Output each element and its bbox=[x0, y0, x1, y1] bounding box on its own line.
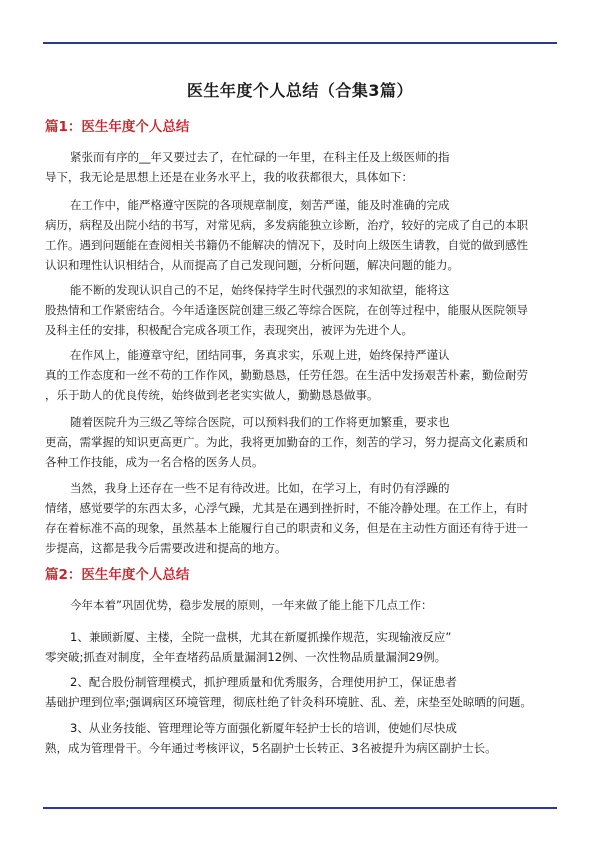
paragraph-line: 当然，我身上还存在一些不足有待改进。比如，在学习上，有时仍有浮躁的 bbox=[70, 481, 450, 495]
section-2-paragraph-3 bbox=[45, 672, 555, 712]
paragraph-line: 工作。遇到问题能在查阅相关书籍仍不能解决的情况下，及时向上级医生请教，自觉的做到感性 bbox=[45, 238, 528, 252]
section-2-heading: 篇2：医生年度个人总结 bbox=[45, 567, 190, 583]
paragraph-line: 1、兼顾新厦、主楼，全院一盘棋，尤其在新厦抓操作规范，实现输液反应” bbox=[70, 630, 452, 644]
section-2-paragraph-1 bbox=[45, 595, 555, 615]
paragraph-line: 能不断的发现认识自己的不足，始终保持学生时代强烈的求知欲望，能将这 bbox=[70, 283, 450, 297]
section-2-paragraph-2 bbox=[45, 627, 555, 667]
paragraph-line: 认识和理性认识相结合，从而提高了自己发现问题，分析问题，解决问题的能力。 bbox=[45, 258, 459, 272]
paragraph-line: 更高，需掌握的知识更高更广。为此，我将更加勤奋的工作，刻苦的学习，努力提高文化素质和 bbox=[45, 435, 528, 449]
paragraph-line: 存在着标准不高的现象，虽然基本上能履行自己的职责和义务，但是在主动性方面还有待于进一 bbox=[45, 521, 528, 535]
section-1-paragraph-5 bbox=[45, 412, 555, 472]
bottom-divider bbox=[43, 807, 557, 809]
paragraph-line: 在工作中，能严格遵守医院的各项规章制度，刻苦严谨，能及时准确的完成 bbox=[70, 198, 450, 212]
paragraph-line: 情绪，感觉要学的东西太多，心浮气躁，尤其是在遇到挫折时，不能冷静处理。在工作上，有时 bbox=[45, 501, 528, 515]
paragraph-line: ，乐于助人的优良传统，始终做到老老实实做人，勤勤恳恳做事。 bbox=[45, 388, 379, 402]
section-1-paragraph-1 bbox=[45, 147, 555, 187]
paragraph-line: 步提高，这都是我今后需要改进和提高的地方。 bbox=[45, 541, 287, 555]
paragraph-line: 3、从业务技能、管理理论等方面强化新厦年轻护士长的培训，使她们尽快成 bbox=[70, 721, 457, 735]
paragraph-line: 在作风上，能遵章守纪，团结同事，务真求实，乐观上进，始终保持严谨认 bbox=[70, 348, 450, 362]
section-1-heading: 篇1：医生年度个人总结 bbox=[45, 119, 190, 135]
paragraph-line: 股热情和工作紧密结合。今年适逢医院创建三级乙等综合医院，在创等过程中，能服从医院领导 bbox=[45, 303, 528, 317]
paragraph-line: 真的工作态度和一丝不苟的工作作风，勤勤恳恳，任劳任怨。在生活中发扬艰苦朴素，勤俭耐劳 bbox=[45, 368, 528, 382]
paragraph-line: 基础护理到位率;强调病区环境管理，彻底杜绝了针灸科环境脏、乱、差，床垫至处晾晒的问题。 bbox=[45, 695, 532, 709]
paragraph-line: 随着医院升为三级乙等综合医院，可以预料我们的工作将更加繁重，要求也 bbox=[70, 415, 450, 429]
paragraph-line: 病历，病程及出院小结的书写，对常见病，多发病能独立诊断，治疗，较好的完成了自己的本职 bbox=[45, 218, 528, 232]
top-divider bbox=[43, 42, 557, 44]
paragraph-line: 紧张而有序的__年又要过去了，在忙碌的一年里，在科主任及上级医师的指 bbox=[70, 150, 450, 164]
paragraph-line: 导下，我无论是思想上还是在业务水平上，我的收获都很大，具体如下： bbox=[45, 170, 413, 184]
section-1-paragraph-3 bbox=[45, 280, 555, 340]
paragraph-line: 熟，成为管理骨干。今年通过考核评议，5名副护士长转正、3名被提升为病区副护士长。 bbox=[45, 741, 497, 755]
section-2-paragraph-4 bbox=[45, 718, 555, 758]
section-1-paragraph-4 bbox=[45, 345, 555, 405]
paragraph-line: 各种工作技能，成为一名合格的医务人员。 bbox=[45, 455, 264, 469]
paragraph-line: 零突破;抓查对制度，全年查堵药品质量漏洞12例、一次性物品质量漏洞29例。 bbox=[45, 650, 447, 664]
document-title: 医生年度个人总结（合集3篇） bbox=[186, 81, 414, 100]
section-1-paragraph-6 bbox=[45, 478, 555, 558]
paragraph-line: 今年本着”巩固优势，稳步发展的原则，一年来做了能上能下几点工作： bbox=[70, 598, 433, 612]
paragraph-line: 及科主任的安排，积极配合完成各项工作，表现突出，被评为先进个人。 bbox=[45, 323, 413, 337]
section-1-paragraph-2 bbox=[45, 195, 555, 275]
paragraph-line: 2、配合股份制管理模式，抓护理质量和优秀服务，合理使用护工，保证患者 bbox=[70, 675, 457, 689]
